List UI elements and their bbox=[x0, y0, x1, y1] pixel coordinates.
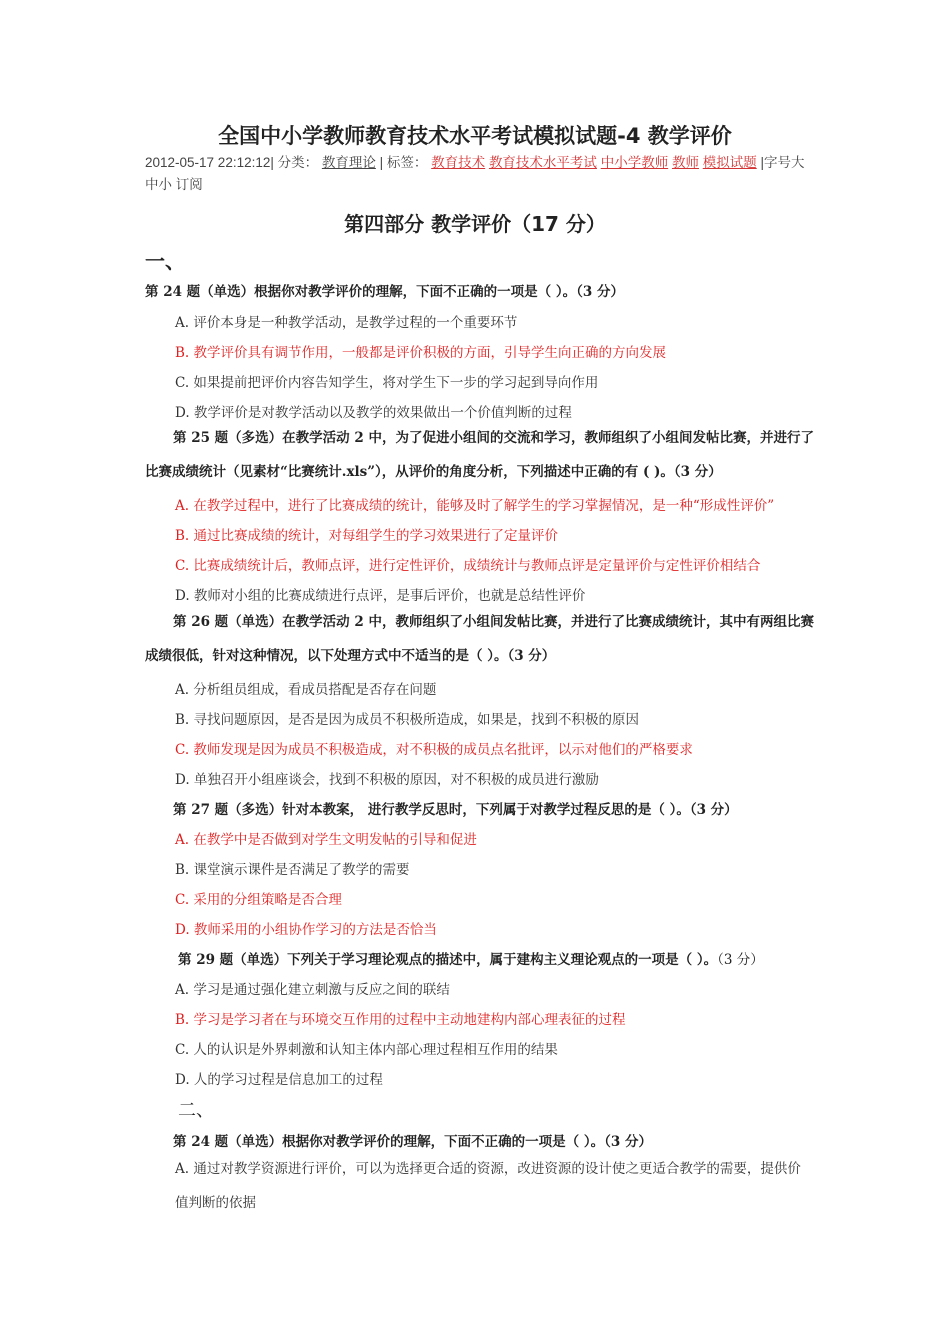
question-24-section2: 第 24 题（单选）根据你对教学评价的理解，下面不正确的一项是（ ）。（3 分） bbox=[173, 1134, 652, 1150]
section-heading-2: 二、 bbox=[178, 1100, 214, 1121]
option-b-answer: B. 学习是学习者在与环境交互作用的过程中主动地建构内部心理表征的过程 bbox=[175, 1012, 626, 1028]
font-size-medium[interactable]: 中 bbox=[145, 177, 159, 192]
option-b-answer: B. 教学评价具有调节作用，一般都是评价积极的方面，引导学生向正确的方向发展 bbox=[175, 345, 667, 361]
option-d: D. 教师对小组的比赛成绩进行点评，是事后评价，也就是总结性评价 bbox=[175, 588, 586, 604]
tag-link[interactable]: 教师 bbox=[671, 155, 699, 170]
option-a: A. 通过对教学资源进行评价，可以为选择更合适的资源，改进资源的设计使之更适合教学的需要，提供价值判断的依据 bbox=[175, 1161, 801, 1211]
tag-link[interactable]: 模拟试题 bbox=[702, 155, 757, 170]
option-c-answer: C. 比赛成绩统计后，教师点评，进行定性评价，成绩统计与教师点评是定量评价与定性评价相结合 bbox=[175, 558, 761, 574]
question-29: 第 29 题（单选）下列关于学习理论观点的描述中，属于建构主义理论观点的一项是（ ）。（3 分） bbox=[178, 952, 764, 968]
option-a-answer: A. 在教学中是否做到对学生文明发帖的引导和促进 bbox=[175, 832, 477, 848]
question-25: 第 25 题（多选）在教学活动 2 中，为了促进小组间的交流和学习，教师组织了小组间发帖比赛，并进行了比赛成绩统计（见素材“比赛统计.xls”），从评价的角度分析，下列描述中正确的有 ( )。（3 分） bbox=[145, 430, 814, 480]
post-date: 2012-05-17 22:12:12 bbox=[145, 155, 271, 170]
option-b-answer: B. 通过比赛成绩的统计，对每组学生的学习效果进行了定量评价 bbox=[175, 528, 559, 544]
option-c: C. 人的认识是外界刺激和认知主体内部心理过程相互作用的结果 bbox=[175, 1042, 558, 1058]
tag-link[interactable]: 中小学教师 bbox=[600, 155, 669, 170]
subscribe-link[interactable]: 订阅 bbox=[175, 177, 203, 192]
option-c-answer: C. 采用的分组策略是否合理 bbox=[175, 892, 342, 908]
question-27: 第 27 题（多选）针对本教案， 进行教学反思时，下列属于对教学过程反思的是（ ）。（3 分） bbox=[173, 802, 738, 818]
option-c-answer: C. 教师发现是因为成员不积极造成，对不积极的成员点名批评，以示对他们的严格要求 bbox=[175, 742, 693, 758]
option-d-answer: D. 教师采用的小组协作学习的方法是否恰当 bbox=[175, 922, 437, 938]
option-d: D. 人的学习过程是信息加工的过程 bbox=[175, 1072, 383, 1088]
option-b: B. 课堂演示课件是否满足了教学的需要 bbox=[175, 862, 410, 878]
option-b: B. 寻找问题原因，是否是因为成员不积极所造成，如果是，找到不积极的原因 bbox=[175, 712, 640, 728]
option-c: C. 如果提前把评价内容告知学生，将对学生下一步的学习起到导向作用 bbox=[175, 375, 599, 391]
font-size-large[interactable]: 大 bbox=[791, 155, 805, 170]
tag-link[interactable]: 教育技术水平考试 bbox=[488, 155, 597, 170]
article-meta: 2012-05-17 22:12:12| 分类： 教育理论 | 标签： 教育技术 教育技术水平考试 中小学教师 教师 模拟试题 |字号大中小 订阅 bbox=[145, 155, 805, 192]
section-heading-1: 一、 bbox=[145, 249, 185, 273]
option-a: A. 评价本身是一种教学活动，是教学过程的一个重要环节 bbox=[175, 315, 518, 331]
page-title: 全国中小学教师教育技术水平考试模拟试题-4 教学评价 bbox=[218, 124, 732, 148]
tag-link[interactable]: 教育技术 bbox=[431, 155, 486, 170]
option-a-answer: A. 在教学过程中，进行了比赛成绩的统计，能够及时了解学生的学习掌握情况，是一种“形成性评价” bbox=[175, 498, 775, 514]
option-d: D. 单独召开小组座谈会，找到不积极的原因，对不积极的成员进行激励 bbox=[175, 772, 599, 788]
font-size-small[interactable]: 小 bbox=[158, 177, 172, 192]
part-title: 第四部分 教学评价（17 分） bbox=[344, 212, 606, 236]
option-a: A. 学习是通过强化建立刺激与反应之间的联结 bbox=[175, 982, 450, 998]
option-d: D. 教学评价是对教学活动以及教学的效果做出一个价值判断的过程 bbox=[175, 405, 572, 421]
category-link[interactable]: 教育理论 bbox=[321, 155, 376, 170]
option-a: A. 分析组员组成，看成员搭配是否存在问题 bbox=[175, 682, 437, 698]
question-24: 第 24 题（单选）根据你对教学评价的理解，下面不正确的一项是（ ）。（3 分） bbox=[145, 284, 624, 300]
question-26: 第 26 题（单选）在教学活动 2 中，教师组织了小组间发帖比赛，并进行了比赛成绩统计，其中有两组比赛成绩很低，针对这种情况，以下处理方式中不适当的是（ ）。（3 分） bbox=[145, 614, 814, 664]
